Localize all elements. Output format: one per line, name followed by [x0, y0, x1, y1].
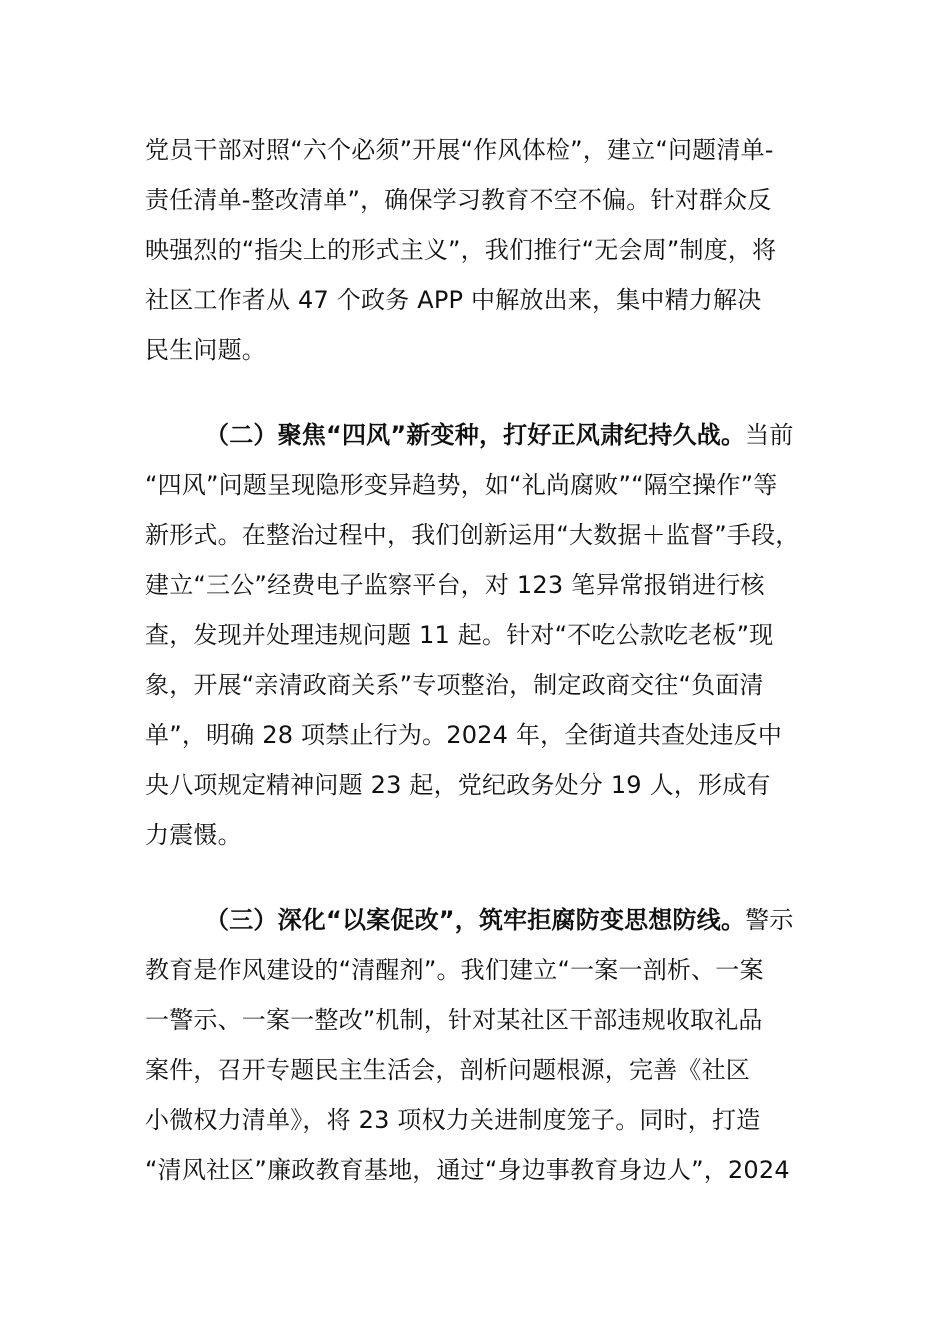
- section-heading-line: [205, 904, 794, 936]
- text-line: 新形式。在整治过程中，我们创新运用“大数据＋监督”手段，: [145, 521, 800, 549]
- text-line: 社区工作者从 47 个政务 APP 中解放出来，集中精力解决: [145, 286, 762, 314]
- text-line: 民生问题。: [145, 336, 266, 364]
- text-run: 当前: [745, 421, 794, 449]
- text-line: 查，发现并处理违规问题 11 起。针对“不吃公款吃老板”现: [145, 621, 774, 649]
- text-line: 责任清单-整改清单”，确保学习教育不空不偏。针对群众反: [145, 186, 772, 214]
- section-heading: （三）深化“以案促改”，筑牢拒腐防变思想防线。: [205, 906, 746, 934]
- text-line: 单”，明确 28 项禁止行为。2024 年，全街道共查处违反中: [145, 721, 783, 749]
- text-line: 映强烈的“指尖上的形式主义”，我们推行“无会周”制度，将: [145, 236, 777, 264]
- text-line: 央八项规定精神问题 23 起，党纪政务处分 19 人，形成有: [145, 771, 771, 799]
- text-line: 小微权力清单》，将 23 项权力关进制度笼子。同时，打造: [145, 1106, 761, 1134]
- text-line: “清风社区”廉政教育基地，通过“身边事教育身边人”，2024: [145, 1156, 790, 1184]
- text-line: 一警示、一案一整改”机制，针对某社区干部违规收取礼品: [145, 1006, 763, 1034]
- text-line: 力震慑。: [145, 821, 242, 849]
- section-heading-line: [205, 419, 794, 451]
- text-run: 警示: [745, 906, 794, 934]
- text-line: 案件，召开专题民主生活会，剖析问题根源，完善《社区: [145, 1056, 750, 1084]
- section-heading: （二）聚焦“四风”新变种，打好正风肃纪持久战。: [205, 421, 746, 449]
- text-line: 党员干部对照“六个必须”开展“作风体检”，建立“问题清单-: [145, 136, 774, 164]
- text-line: 建立“三公”经费电子监察平台，对 123 笔异常报销进行核: [145, 571, 765, 599]
- text-line: 教育是作风建设的“清醒剂”。我们建立“一案一剖析、一案: [145, 956, 764, 984]
- text-line: “四风”问题呈现隐形变异趋势，如“礼尚腐败”“隔空操作”等: [145, 471, 778, 499]
- text-line: 象，开展“亲清政商关系”专项整治，制定政商交往“负面清: [145, 671, 764, 699]
